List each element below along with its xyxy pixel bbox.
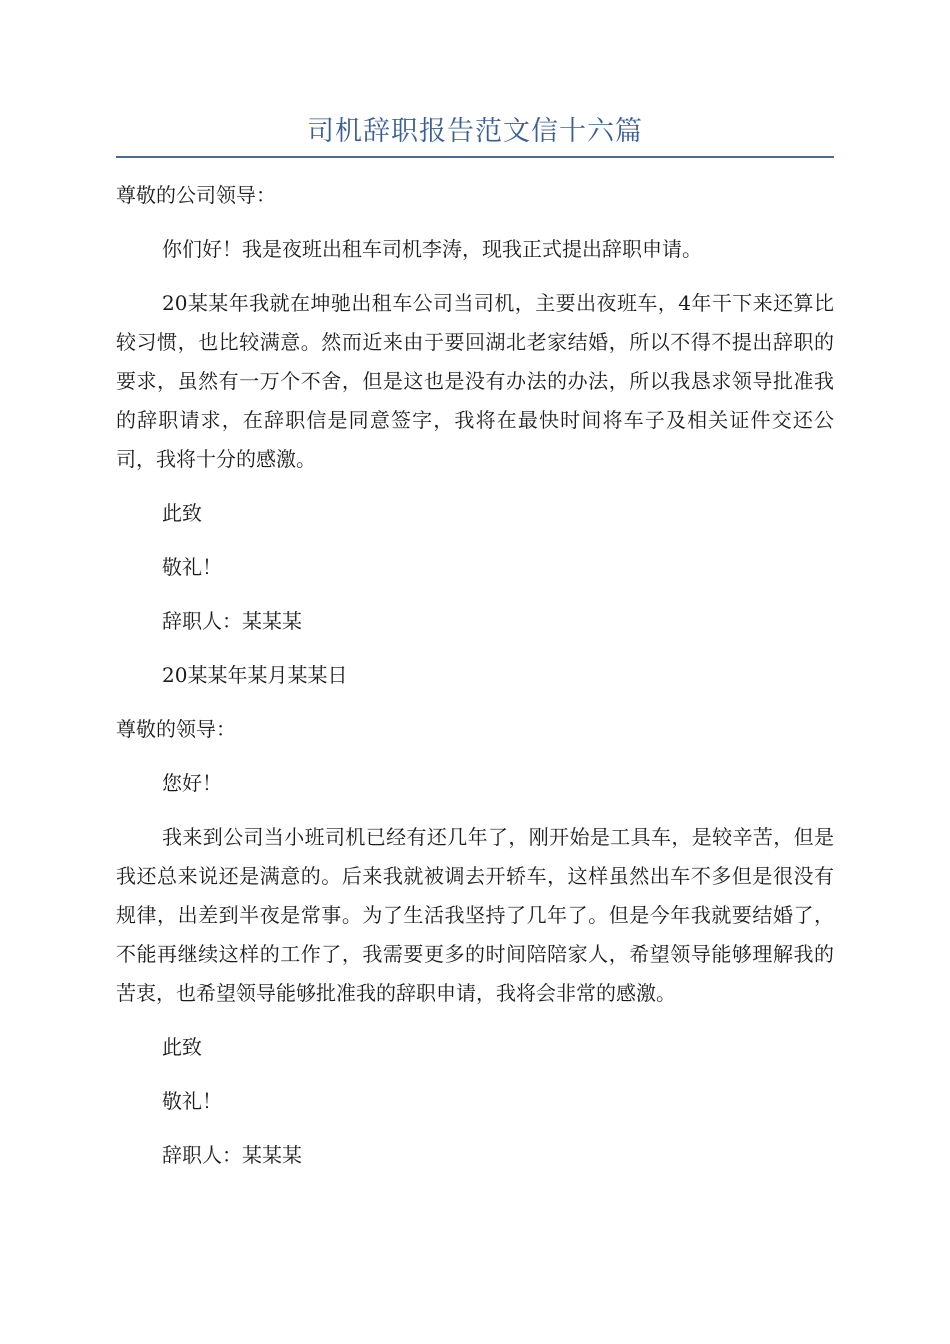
date-1: 20某某年某月某某日 — [162, 663, 348, 687]
document-body — [116, 176, 834, 1190]
salutation-2: 尊敬的领导： — [116, 717, 236, 741]
signature-1: 辞职人：某某某 — [162, 609, 302, 633]
document-title: 司机辞职报告范文信十六篇 — [307, 116, 643, 147]
body-paragraph-2: 我来到公司当小班司机已经有还几年了，刚开始是工具车，是较辛苦，但是我还总来说还是满意的。后来我就被调去开轿车，这样虽然出车不多但是很没有规律，出差到半夜是常事。为了生活我坚持了几年了。但是今年我就要结婚了，不能再继续这样的工作了，我需要更多的时间陪陪家人，希望领导能够理解我的苦衷，也希望领导能够批准我的辞职申请，我将会非常的感激。 — [116, 825, 834, 1005]
body-paragraph-1: 20某某年我就在坤驰出租车公司当司机，主要出夜班车，4年干下来还算比较习惯，也比较满意。然而近来由于要回湖北老家结婚，所以不得不提出辞职的要求，虽然有一万个不舍，但是这也是没有办法的办法，所以我恳求领导批准我的辞职请求，在辞职信是同意签字，我将在最快时间将车子及相关证件交还公司，我将十分的感激。 — [116, 291, 834, 471]
closing-2: 此致 — [162, 1035, 202, 1059]
closing-1: 此致 — [162, 501, 202, 525]
greeting-1: 你们好！我是夜班出租车司机李涛，现我正式提出辞职申请。 — [162, 237, 702, 261]
regards-2: 敬礼！ — [162, 1089, 222, 1113]
signature-2: 辞职人：某某某 — [162, 1143, 302, 1167]
greeting-2: 您好！ — [162, 771, 222, 795]
salutation-1: 尊敬的公司领导： — [116, 183, 276, 207]
regards-1: 敬礼！ — [162, 555, 222, 579]
title-block — [116, 112, 834, 158]
